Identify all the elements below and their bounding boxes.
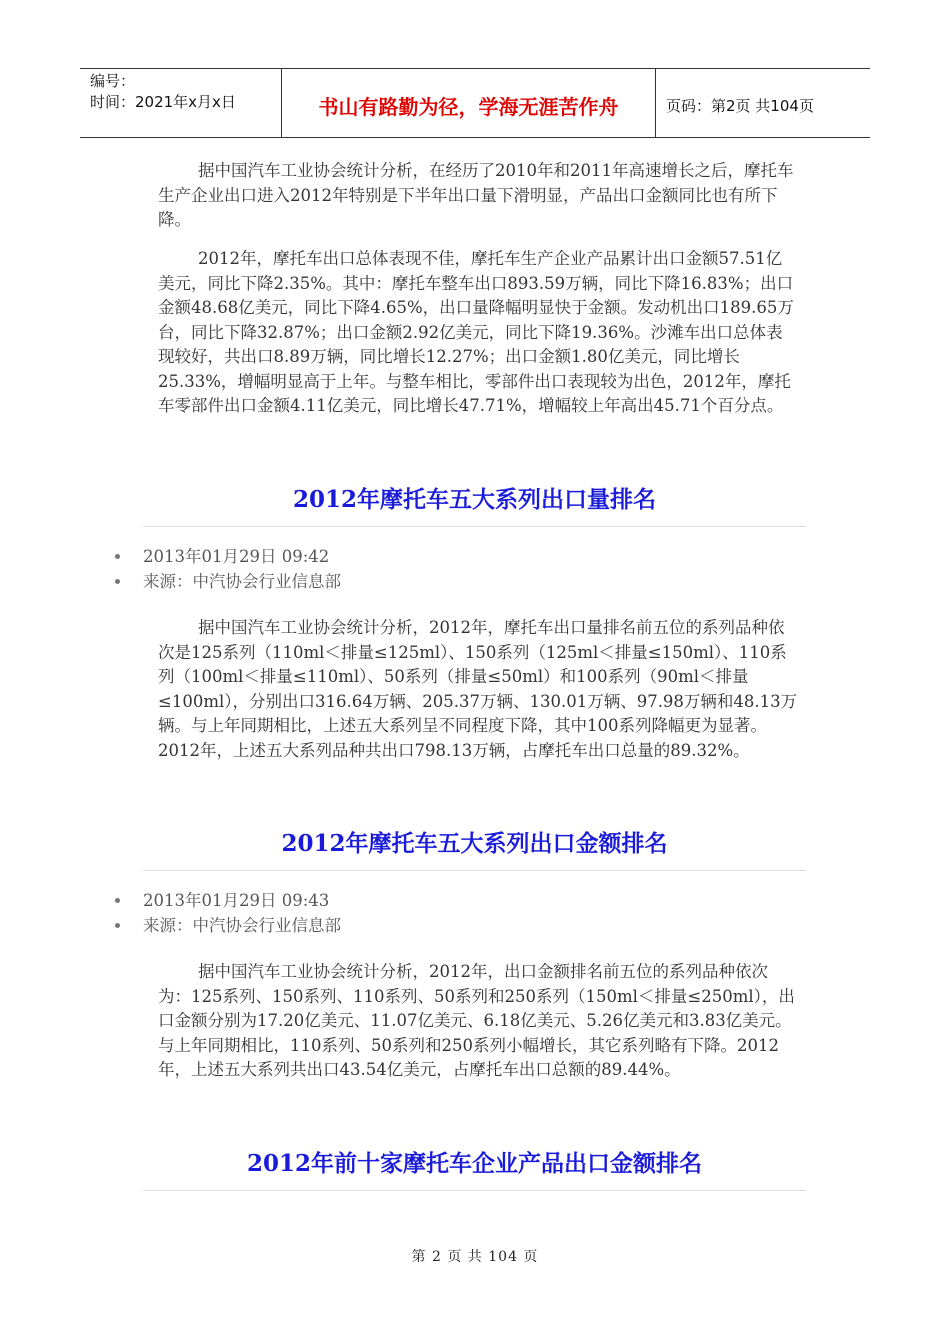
header-page-info: 页码：第2页 共104页 [666,96,814,115]
section2-date [110,888,341,913]
section2-source-text: 来源：中汽协会行业信息部 [143,916,341,935]
section1-date [110,544,341,569]
section2-date-text: 2013年01月29日 09:43 [143,891,330,910]
bullet-icon [115,923,120,928]
section-title-export-volume: 2012年摩托车五大系列出口量排名 [143,481,806,527]
intro-paragraph-2: 2012年，摩托车出口总体表现不佳，摩托车生产企业产品累计出口金额57.51亿美元，同比下降2.35%。其中：摩托车整车出口893.59万辆，同比下降16.83%；出口金额48.68亿美元，同比下降4.65%，出口量降幅明显快于金额。发动机出口189.65万台，同比下降32.87%；出口金额2.92亿美元，同比下降19.36%。沙滩车出口总体表现较好，共出口8.89万辆，同比增长12.27%；出口金额1.80亿美元，同比增长25.33%，增幅明显高于上年。与整车相比，零部件出口表现较为出色，2012年，摩托车零部件出口金额4.11亿美元，同比增长47.71%，增幅较上年高出45.71个百分点。 [158,249,794,415]
section1-date-text: 2013年01月29日 09:42 [143,547,330,566]
section1-source [110,569,341,594]
section-title-export-value: 2012年摩托车五大系列出口金额排名 [143,825,806,871]
bullet-icon [115,898,120,903]
page-footer: 第 2 页 共 104 页 [411,1249,539,1265]
document-date: 时间：2021年x月x日 [90,93,236,111]
section2-meta [110,888,341,938]
intro-paragraph-1: 据中国汽车工业协会统计分析，在经历了2010年和2011年高速增长之后，摩托车生产企业出口进入2012年特别是下半年出口量下滑明显，产品出口金额同比也有所下降。 [158,161,794,229]
section1-source-text: 来源：中汽协会行业信息部 [143,572,341,591]
header-motto: 书山有路勤为径，学海无涯苦作舟 [282,69,656,137]
section2-source [110,913,341,938]
section1-body: 据中国汽车工业协会统计分析，2012年，摩托车出口量排名前五位的系列品种依次是125系列（110ml＜排量≤125ml）、150系列（125ml＜排量≤150ml）、110系列（100ml＜排量≤110ml）、50系列（排量≤50ml）和100系列（90ml＜排量≤100ml），分别出口316.64万辆、205.37万辆、130.01万辆、97.98万辆和48.13万辆。与上年同期相比，上述五大系列呈不同程度下降，其中100系列降幅更为显著。2012年，上述五大系列品种共出口798.13万辆，占摩托车出口总量的89.32%。 [158,618,798,760]
bullet-icon [115,579,120,584]
section2-body: 据中国汽车工业协会统计分析，2012年，出口金额排名前五位的系列品种依次为：125系列、150系列、110系列、50系列和250系列（150ml＜排量≤250ml），出口金额分别为17.20亿美元、11.07亿美元、6.18亿美元、5.26亿美元和3.83亿美元。与上年同期相比，110系列、50系列和250系列小幅增长，其它系列略有下降。2012年，上述五大系列共出口43.54亿美元，占摩托车出口总额的89.44%。 [158,962,795,1079]
section-title-top-ten-companies: 2012年前十家摩托车企业产品出口金额排名 [143,1145,806,1191]
section1-meta [110,544,341,594]
header-left-cell [80,69,282,137]
page-header [80,68,870,138]
bullet-icon [115,554,120,559]
document-number-label: 编号： [90,72,136,90]
